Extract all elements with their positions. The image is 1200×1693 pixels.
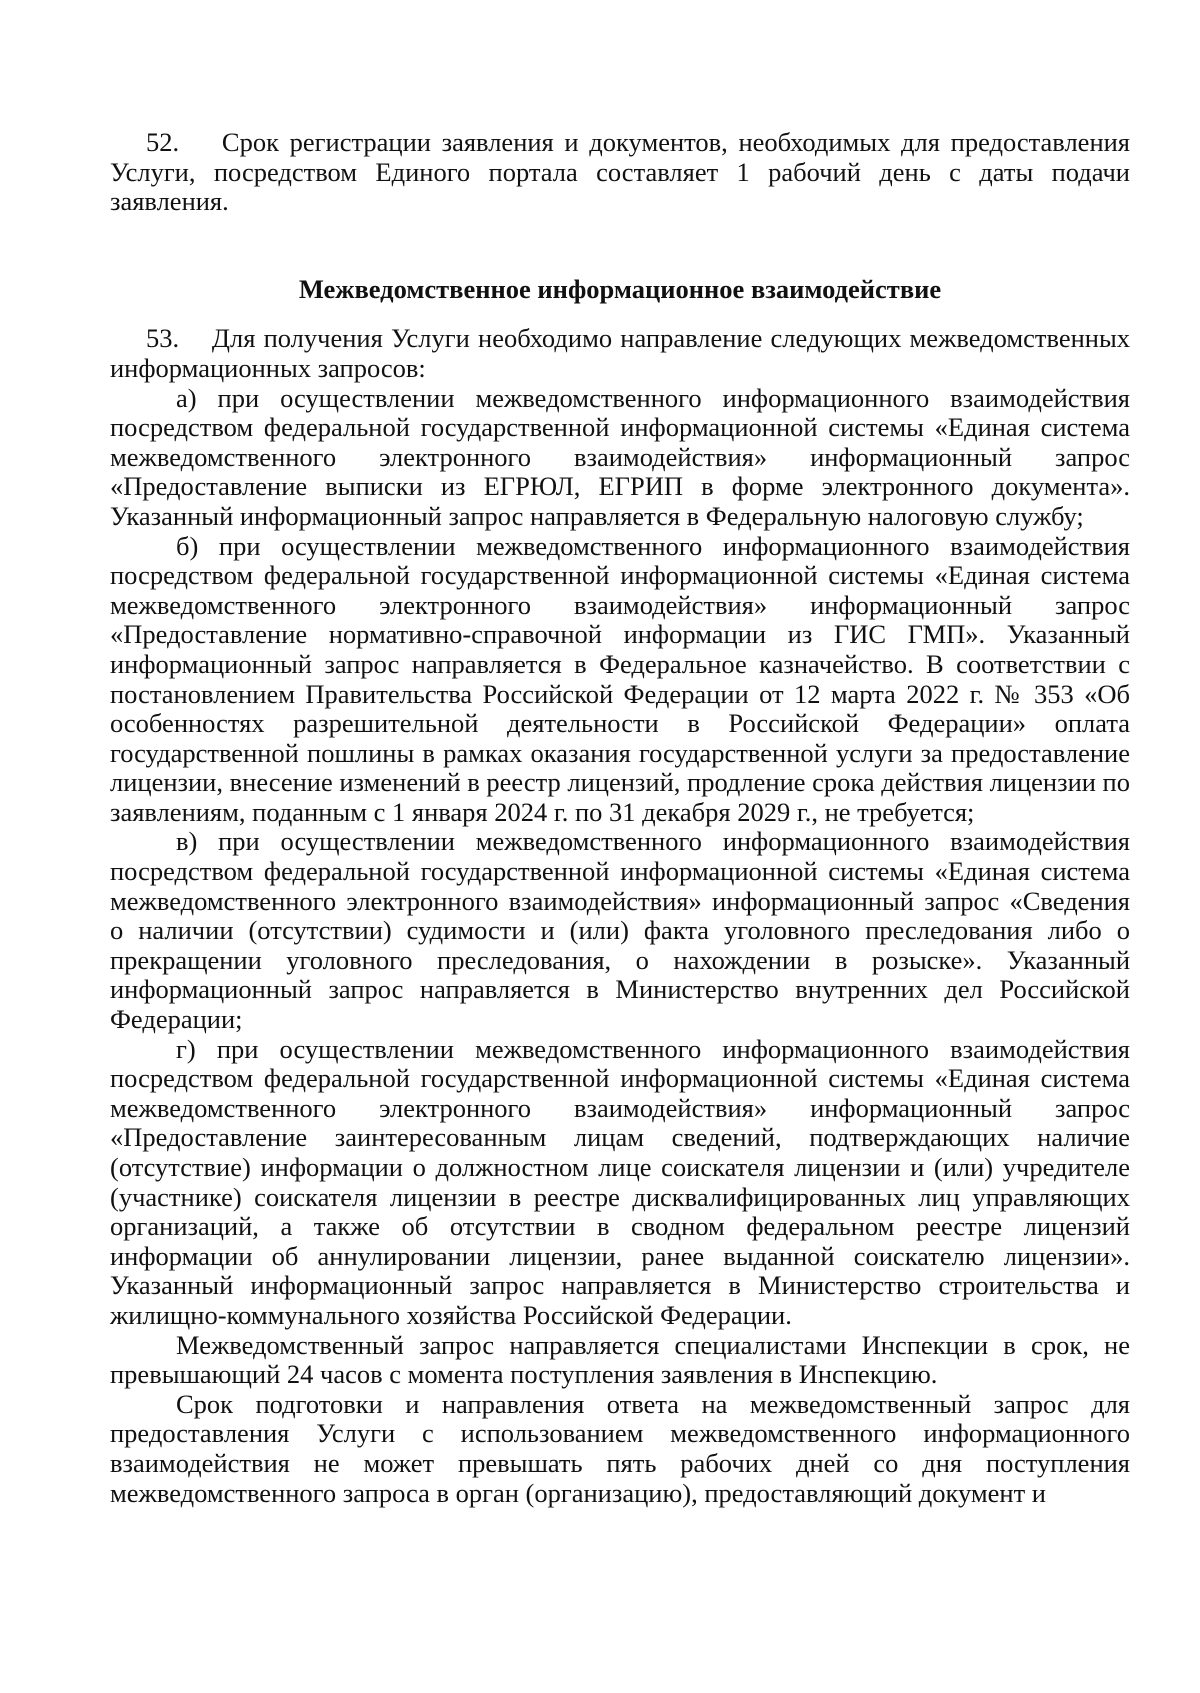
paragraph-52: 52. Срок регистрации заявления и документов, необходимых для предоставления Услуги, посредством Единого портала составляет 1 рабочий день с даты подачи заявления.	[110, 127, 1130, 217]
list-item-v: в) при осуществлении межведомственного информационного взаимодействия посредством федеральной государственной информационной системы «Единая система межведомственного электронного взаимодействия» информационный запрос «Сведения о наличии (отсутствии) судимости и (или) факта уголовного преследования либо о прекращении уголовного преследования, о нахождении в розыске». Указанный информационный запрос направляется в Министерство внутренних дел Российской Федерации;	[110, 826, 1130, 1035]
list-item-a: а) при осуществлении межведомственного информационного взаимодействия посредством федеральной государственной информационной системы «Единая система межведомственного электронного взаимодействия» информационный запрос «Предоставление выписки из ЕГРЮЛ, ЕГРИП в форме электронного документа». Указанный информационный запрос направляется в Федеральную налоговую службу;	[110, 382, 1130, 531]
paragraph-response-deadline: Срок подготовки и направления ответа на межведомственный запрос для предоставления Услуги с использованием межведомственного информационного взаимодействия не может превышать пять рабочих дней со дня поступления межведомственного запроса в орган (организацию), предоставляющий документ и	[110, 1388, 1130, 1508]
list-item-g: г) при осуществлении межведомственного информационного взаимодействия посредством федеральной государственной информационной системы «Единая система межведомственного электронного взаимодействия» информационный запрос «Предоставление заинтересованным лицам сведений, подтверждающих наличие (отсутствие) информации о должностном лице соискателя лицензии и (или) учредителе (участнике) соискателя лицензии в реестре дисквалифицированных лиц управляющих организаций, а также об отсутствии в сводном федеральном реестре лицензий информации об аннулировании лицензии, ранее выданной соискателю лицензии». Указанный информационный запрос направляется в Министерство строительства и жилищно-коммунального хозяйства Российской Федерации.	[110, 1033, 1130, 1330]
list-item-b: б) при осуществлении межведомственного информационного взаимодействия посредством федеральной государственной информационной системы «Единая система межведомственного электронного взаимодействия» информационный запрос «Предоставление нормативно-справочной информации из ГИС ГМП». Указанный информационный запрос направляется в Федеральное казначейство. В соответствии с постановлением Правительства Российской Федерации от 12 марта 2022 г. № 353 «Об особенностях разрешительной деятельности в Российской Федерации» оплата государственной пошлины в рамках оказания государственной услуги за предоставление лицензии, внесение изменений в реестр лицензий, продление срока действия лицензии по заявлениям, поданным с 1 января 2024 г. по 31 декабря 2029 г., не требуется;	[110, 530, 1130, 827]
section-title: Межведомственное информационное взаимодействие	[298, 273, 942, 304]
document-page	[110, 128, 1130, 1508]
paragraph-53: 53. Для получения Услуги необходимо направление следующих межведомственных информационных запросов:	[110, 323, 1130, 383]
paragraph-request-timing: Межведомственный запрос направляется специалистами Инспекции в срок, не превышающий 24 часов с момента поступления заявления в Инспекцию.	[110, 1329, 1130, 1390]
